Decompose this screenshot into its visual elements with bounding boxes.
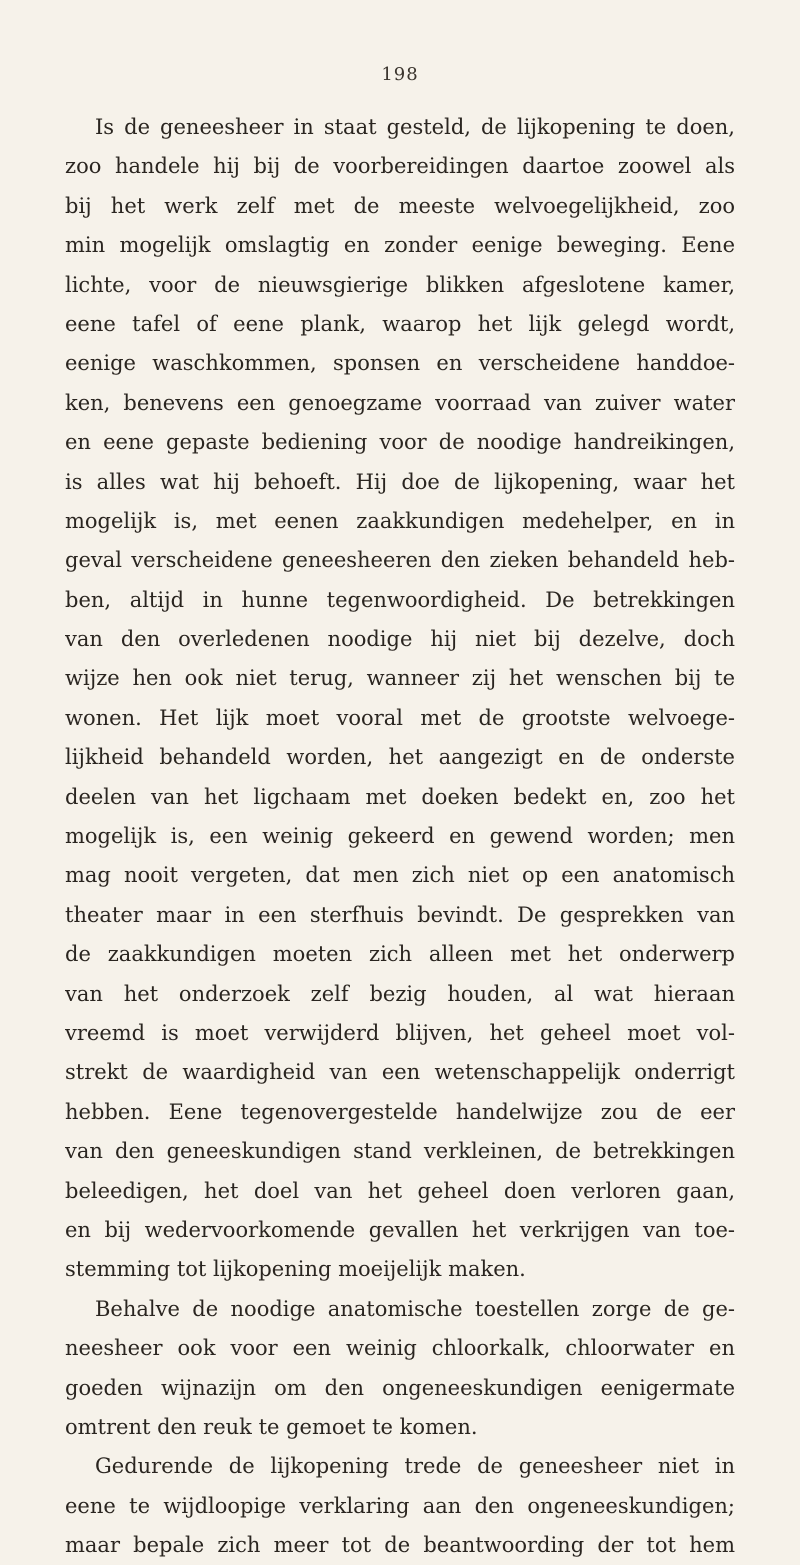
text-line: neesheer ook voor een weinig chloorkalk, chloorwater en xyxy=(65,1336,735,1361)
text-line: Gedurende de lijkopening trede de geneesheer niet in xyxy=(95,1454,735,1479)
text-line: en eene gepaste bediening voor de noodige handreikingen, xyxy=(65,430,735,455)
text-line: eene tafel of eene plank, waarop het lijk gelegd wordt, xyxy=(65,311,735,336)
text-line: goeden wijnazijn om den ongeneeskundigen eenigermate xyxy=(65,1375,735,1400)
text-line: min mogelijk omslagtig en zonder eenige beweging. Eene xyxy=(65,233,735,258)
text-line: omtrent den reuk te gemoet te komen. xyxy=(65,1414,478,1439)
body-text xyxy=(65,108,735,1565)
text-line: mogelijk is, een weinig gekeerd en gewend worden; men xyxy=(65,824,735,849)
text-line: stemming tot lijkopening moeijelijk maken. xyxy=(65,1257,526,1282)
text-line: ken, benevens een genoegzame voorraad van zuiver water xyxy=(65,390,735,415)
text-line: maar bepale zich meer tot de beantwoording der tot hem xyxy=(65,1533,735,1558)
text-line: en bij wedervoorkomende gevallen het verkrijgen van toe- xyxy=(65,1217,735,1242)
text-line: mogelijk is, met eenen zaakkundigen medehelper, en in xyxy=(65,508,735,533)
text-line: van het onderzoek zelf bezig houden, al wat hieraan xyxy=(65,981,735,1006)
text-line: wonen. Het lijk moet vooral met de grootste welvoege- xyxy=(65,705,735,730)
text-line: strekt de waardigheid van een wetenschappelijk onderrigt xyxy=(65,1060,735,1085)
text-line: van den geneeskundigen stand verkleinen, de betrekkingen xyxy=(65,1139,735,1164)
text-line: vreemd is moet verwijderd blijven, het geheel moet vol- xyxy=(65,1020,735,1045)
text-line: Behalve de noodige anatomische toestellen zorge de ge- xyxy=(95,1296,735,1321)
text-line: de zaakkundigen moeten zich alleen met het onderwerp xyxy=(65,942,735,967)
text-line: geval verscheidene geneesheeren den zieken behandeld heb- xyxy=(65,548,735,573)
text-line: is alles wat hij behoeft. Hij doe de lijkopening, waar het xyxy=(65,469,735,494)
text-line: theater maar in een sterfhuis bevindt. De gesprekken van xyxy=(65,902,735,927)
text-line: lichte, voor de nieuwsgierige blikken afgeslotene kamer, xyxy=(65,272,735,297)
text-line: eene te wijdloopige verklaring aan den ongeneeskundigen; xyxy=(65,1493,735,1518)
text-line: zoo handele hij bij de voorbereidingen daartoe zoowel als xyxy=(65,154,735,179)
text-line: wijze hen ook niet terug, wanneer zij het wenschen bij te xyxy=(65,666,735,691)
text-line: mag nooit vergeten, dat men zich niet op een anatomisch xyxy=(65,863,735,888)
text-line: ben, altijd in hunne tegenwoordigheid. De betrekkingen xyxy=(65,587,735,612)
text-line: beleedigen, het doel van het geheel doen verloren gaan, xyxy=(65,1178,735,1203)
text-line: eenige waschkommen, sponsen en verscheidene handdoe- xyxy=(65,351,735,376)
text-line: van den overledenen noodige hij niet bij dezelve, doch xyxy=(65,627,735,652)
text-line: lijkheid behandeld worden, het aangezigt en de onderste xyxy=(65,745,735,770)
page-number: 198 xyxy=(381,64,419,85)
text-line: hebben. Eene tegenovergestelde handelwijze zou de eer xyxy=(65,1099,735,1124)
text-line: deelen van het ligchaam met doeken bedekt en, zoo het xyxy=(65,784,735,809)
text-line: bij het werk zelf met de meeste welvoegelijkheid, zoo xyxy=(65,193,735,218)
text-line: Is de geneesheer in staat gesteld, de lijkopening te doen, xyxy=(95,115,735,139)
